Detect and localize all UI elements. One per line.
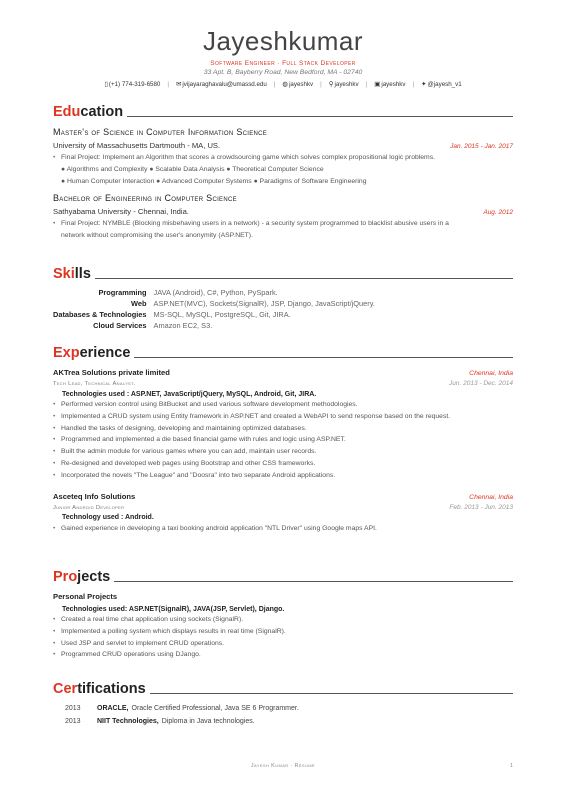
table-row: Databases & Technologies MS-SQL, MySQL, PostgreSQL, Git, JIRA. xyxy=(53,310,291,319)
company-name: Asceteq Info Solutions xyxy=(53,491,136,501)
company-location: Chennai, India xyxy=(469,370,513,377)
certification-year: 2013 xyxy=(65,718,81,725)
section-rule xyxy=(134,357,513,358)
contact-divider: | xyxy=(412,80,415,88)
contact-divider: | xyxy=(365,80,368,88)
skills-section xyxy=(53,266,513,331)
job-role: Junior Android Developer xyxy=(53,504,125,511)
projects-heading: Pro jects xyxy=(53,569,513,585)
certifications-heading: Cer tifications xyxy=(53,681,513,697)
experience-section xyxy=(53,345,513,534)
contact-bar xyxy=(0,80,566,88)
contact-linkedin[interactable]: ▣jayeshkv xyxy=(374,81,406,88)
list-item: • Gained experience in developing a taxi booking android application "NTL Driver" using Google maps API. xyxy=(53,524,377,532)
table-row: Programming JAVA (Android), C#, Python, PySpark. xyxy=(98,288,278,297)
list-item: • Programmed CRUD operations using DJango. xyxy=(53,651,201,659)
job-dates: Jun. 2013 - Dec. 2014 xyxy=(449,380,513,387)
contact-phone[interactable]: ▯(+1) 774-319-6580 xyxy=(104,81,161,88)
list-item: • Created a real time chat application using sockets (SignalR). xyxy=(53,616,244,623)
institution-name: Sathyabama University - Chennai, India. xyxy=(53,207,189,217)
page-number: 1 xyxy=(510,763,513,769)
list-item: • Re-designed and developed web pages using Bootstrap and other CSS frameworks. xyxy=(53,459,316,467)
list-item: • Implemented a polling system which displays results in real time (SignalR). xyxy=(53,627,286,635)
projects-section xyxy=(53,569,513,661)
project-group-title: Personal Projects xyxy=(53,592,118,601)
job-dates: Feb. 2013 - Jun. 2013 xyxy=(449,503,513,511)
certification-item xyxy=(53,715,513,728)
linkedin-icon: ▣ xyxy=(374,81,381,88)
institution-name: University of Massachusetts Dartmouth - MA, US. xyxy=(53,141,221,150)
education-section xyxy=(53,104,513,242)
page-footer xyxy=(53,763,513,769)
certifications-section xyxy=(53,681,513,728)
technologies-used: Technologies used : ASP.NET, JavaScript/jQuery, MySQL, Android, Git, JIRA. xyxy=(62,391,317,398)
list-item: • Incorporated the novels "The League" and "Doosra" into two separate Android applications. xyxy=(53,471,336,479)
education-date: Aug. 2012 xyxy=(483,209,513,217)
list-item: • Programmed and implemented a die based financial game with rules and logic using ASP.NET. xyxy=(53,436,346,444)
company-location: Chennai, India xyxy=(469,493,513,501)
mobile-icon: ▯ xyxy=(104,81,108,88)
certification-text: Diploma in Java technologies. xyxy=(161,718,255,725)
certification-year: 2013 xyxy=(65,705,81,712)
degree-title: Master's of Science in Computer Information Science xyxy=(53,127,268,137)
twitter-icon: ✦ xyxy=(421,81,427,88)
contact-divider: | xyxy=(167,80,169,88)
certification-item xyxy=(53,702,513,715)
skills-table xyxy=(53,287,375,331)
certification-org: ORACLE, xyxy=(97,705,129,712)
certification-text: Oracle Certified Professional, Java SE 6 Programmer. xyxy=(131,705,299,712)
contact-twitter[interactable]: ✦@jayesh_v1 xyxy=(421,81,462,88)
certification-org: NIIT Technologies, xyxy=(97,718,159,725)
resume-header xyxy=(0,26,566,88)
education-heading: Edu cation xyxy=(53,104,513,120)
list-item: • Implemented a CRUD system using Entity framework in ASP.NET and created a WebAPI to send response based on the request. xyxy=(53,412,451,420)
skills-heading: Ski lls xyxy=(53,266,513,282)
contact-divider: | xyxy=(273,80,276,88)
education-date: Jan. 2015 - Jan. 2017 xyxy=(450,143,513,150)
section-rule xyxy=(127,116,513,117)
technologies-used: Technology used : Android. xyxy=(62,513,154,521)
course-list: ● Algorithms and Complexity ● Scalable Data Analysis ● Theoretical Computer Science xyxy=(61,165,324,173)
email-icon: ✉ xyxy=(175,81,182,88)
name-heading: Jayeshkumar xyxy=(202,26,364,56)
section-rule xyxy=(150,693,513,694)
section-rule xyxy=(114,581,513,582)
course-list: ● Human Computer Interaction ● Advanced Computer Systems ● Paradigms of Software Engineering xyxy=(61,177,367,185)
list-item: • Performed version control using BitBucket and used various software development methodologies. xyxy=(53,401,358,408)
list-item: • Built the admin module for various games where you can add, maintain user records. xyxy=(53,448,317,456)
table-row: Web ASP.NET(MVC), Sockets(SignalR), JSP, Django, JavaScript/jQuery. xyxy=(131,299,375,308)
section-rule xyxy=(95,278,513,279)
bitbucket-icon: ⚲ xyxy=(328,81,334,88)
degree-title: Bachelor of Engineering in Computer Science xyxy=(53,193,237,204)
company-name: AKTrea Solutions private limited xyxy=(53,368,170,377)
contact-divider: | xyxy=(320,80,322,88)
table-row: Cloud Services Amazon EC2, S3. xyxy=(93,321,213,330)
list-item-continuation: network without compromising the user's anonymity (ASP.NET). xyxy=(61,232,253,240)
list-item: • Used JSP and servlet to implement CRUD operations. xyxy=(53,639,225,647)
github-icon: ◍ xyxy=(282,81,289,88)
position-subtitle: Software Engineer · Full Stack Developer xyxy=(210,60,356,67)
job-role: Tech Lead, Technical Analyst. xyxy=(53,381,136,387)
footer-title: Jayesh Kumar · Résumé xyxy=(250,763,316,769)
contact-github[interactable]: ◍jayeshkv xyxy=(282,81,314,88)
technologies-used: Technologies used: ASP.NET(SignalR), JAVA(JSP, Servlet), Django. xyxy=(62,606,285,613)
address-line: 33 Apt. B, Bayberry Road, New Bedford, MA - 02740 xyxy=(203,69,363,76)
contact-email[interactable]: ✉jvijayaraghavalu@umassd.edu xyxy=(175,81,267,88)
list-item: • Final Project: NYMBLE (Blocking misbehaving users in a network) - a security system programmed to blacklist abusive users in a xyxy=(53,220,449,228)
list-item: • Final Project: Implement an Algorithm that scores a crowdsourcing game which solves complex propositional logic problems. xyxy=(53,154,435,161)
contact-bitbucket[interactable]: ⚲jayeshkv xyxy=(328,81,359,88)
experience-heading: Exp erience xyxy=(53,345,513,361)
list-item: • Handled the tasks of designing, developing and maintaining optimized databases. xyxy=(53,424,307,432)
